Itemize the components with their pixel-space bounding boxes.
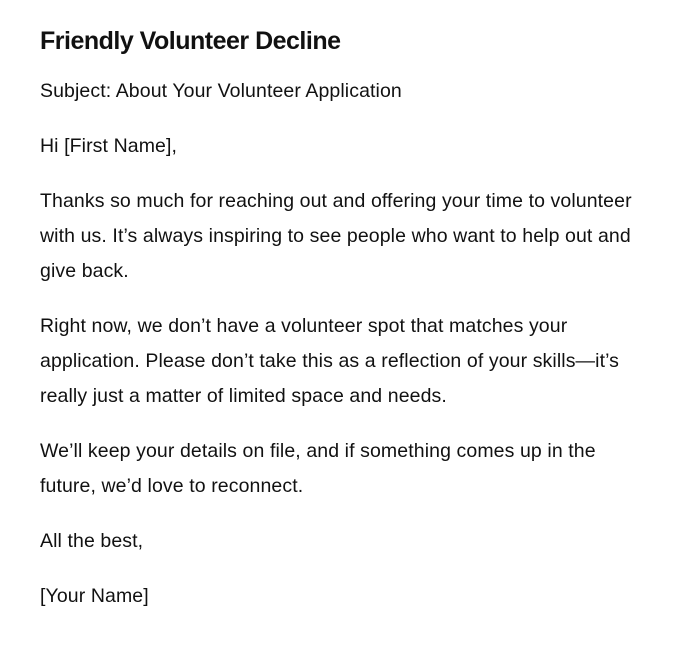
- body-paragraph: Thanks so much for reaching out and offering your time to volunteer with us. It’s always inspiring to see people who want to help out and give back.: [40, 190, 632, 282]
- signature: [Your Name]: [40, 585, 149, 607]
- body-paragraph: We’ll keep your details on file, and if something comes up in the future, we’d love to reconnect.: [40, 440, 596, 497]
- greeting: Hi [First Name],: [40, 135, 178, 157]
- subject-line: Subject: About Your Volunteer Application: [40, 80, 402, 102]
- document-title: Friendly Volunteer Decline: [40, 27, 341, 55]
- closing: All the best,: [40, 530, 144, 552]
- body-paragraph: Right now, we don’t have a volunteer spot that matches your application. Please don’t take this as a reflection of your skills—it’s really just a matter of limited space and needs.: [40, 315, 620, 407]
